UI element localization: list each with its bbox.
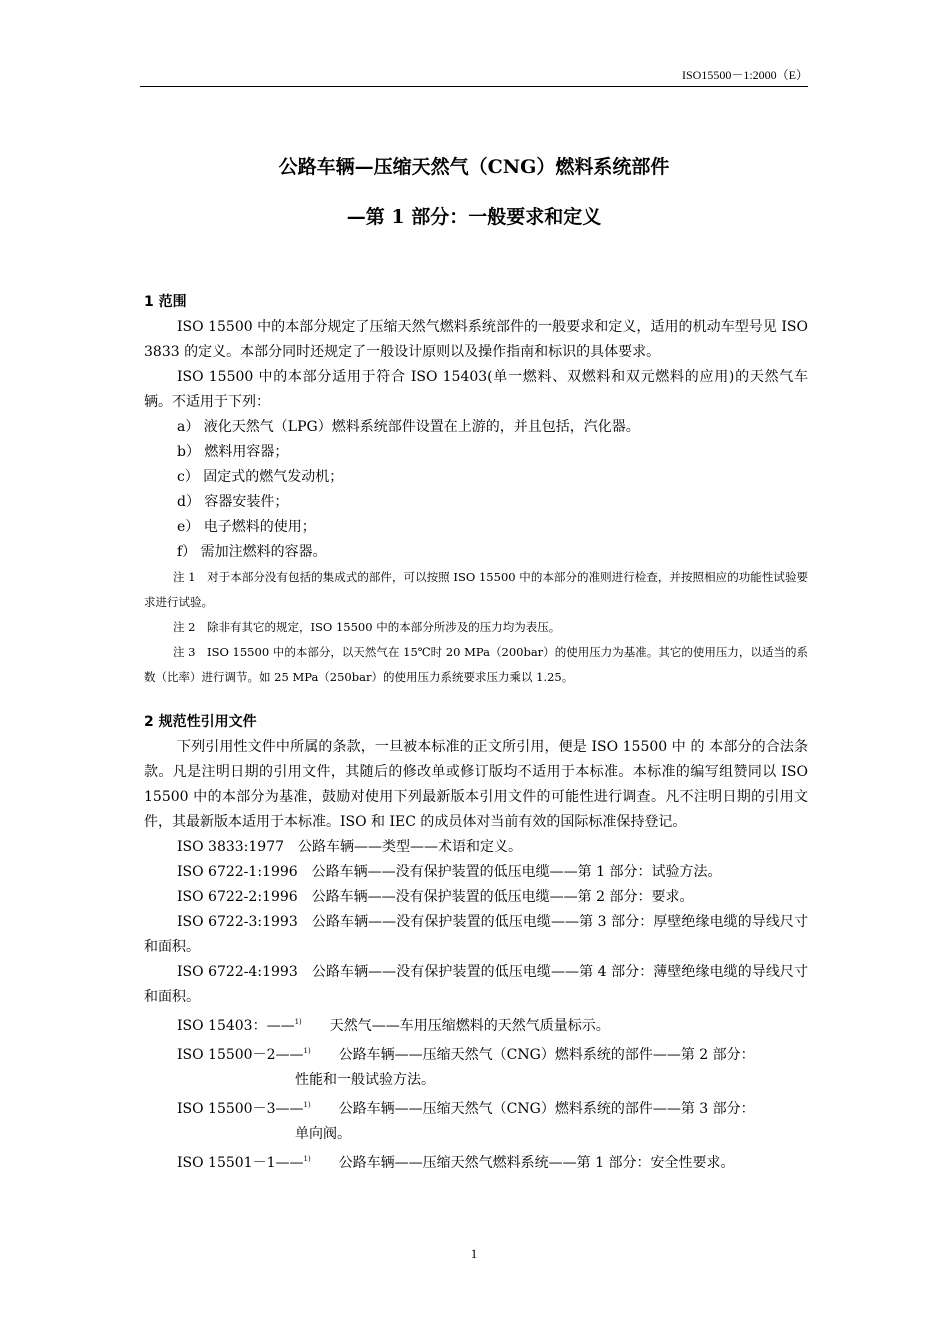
scope-exclusion-item: c） 固定式的燃气发动机；: [177, 469, 344, 485]
document-title: 公路车辆—压缩天然气（CNG）燃料系统部件: [278, 156, 670, 178]
footnote-marker: 1): [303, 1155, 311, 1163]
dated-reference-item: [144, 1010, 808, 1039]
reference-title-continued: 性能和一般试验方法。: [295, 1072, 435, 1088]
reference-item: ISO 6722-1:1996 公路车辆——没有保护装置的低压电缆——第 1 部分：试验方法。: [177, 864, 722, 880]
reference-code: ISO 15403：——: [177, 1018, 295, 1034]
document-subtitle: —第 1 部分：一般要求和定义: [346, 206, 602, 228]
reference-title: 公路车辆——压缩天然气燃料系统——第 1 部分：安全性要求。: [310, 1155, 735, 1171]
header-rule: [140, 86, 808, 87]
reference-title: 公路车辆——压缩天然气（CNG）燃料系统的部件——第 3 部分：: [310, 1101, 755, 1117]
reference-item: ISO 3833:1977 公路车辆——类型——术语和定义。: [177, 839, 523, 855]
dated-reference-item: [144, 1147, 808, 1176]
page-number: 1: [470, 1246, 478, 1261]
scope-exclusion-item: a） 液化天然气（LPG）燃料系统部件设置在上游的，并且包括，汽化器。: [177, 419, 640, 435]
section-1-para-1: ISO 15500 中的本部分规定了压缩天然气燃料系统部件的一般要求和定义，适用的机动车型号见 ISO 3833 的定义。本部分同时还规定了一般设计原则以及操作指南和标识的具体要求。: [144, 319, 808, 360]
reference-code: ISO 15500－3——: [177, 1101, 304, 1117]
reference-title: 公路车辆——压缩天然气（CNG）燃料系统的部件——第 2 部分：: [310, 1047, 755, 1063]
reference-item: ISO 6722-3:1993 公路车辆——没有保护装置的低压电缆——第 3 部分：厚壁绝缘电缆的导线尺寸和面积。: [144, 914, 808, 955]
footnote-marker: 1): [303, 1101, 311, 1109]
reference-code: ISO 15501－1——: [177, 1155, 304, 1171]
note-2: 注 2 除非有其它的规定，ISO 15500 中的本部分所涉及的压力均为表压。: [173, 620, 561, 634]
document-id: ISO15500－1:2000（E）: [681, 68, 808, 82]
scope-exclusion-item: b） 燃料用容器；: [177, 444, 289, 460]
footnote-marker: 1): [303, 1047, 311, 1055]
section-1-heading: 1 范围: [144, 294, 187, 310]
section-2-para-1: 下列引用性文件中所属的条款，一旦被本标准的正文所引用，便是 ISO 15500 中 的 本部分的合法条款。凡是注明日期的引用文件，其随后的修改单或修订版均不适用于本标准。本标准的编写组赞同以 ISO 15500 中的本部分为基准，鼓励对使用下列最新版本引用文件的可能性进行调查。凡不注明日期的引用文件，其最新版本适用于本标准。ISO 和 IEC 的成员体对当前有效的国际标准保持登记。: [144, 739, 808, 830]
section-1-para-2: ISO 15500 中的本部分适用于符合 ISO 15403(单一燃料、双燃料和双元燃料的应用)的天然气车辆。不适用于下列：: [144, 369, 808, 410]
reference-item: ISO 6722-4:1993 公路车辆——没有保护装置的低压电缆——第 4 部分：薄壁绝缘电缆的导线尺寸和面积。: [144, 964, 808, 1005]
scope-exclusion-item: f） 需加注燃料的容器。: [177, 544, 327, 560]
document-body: [144, 290, 808, 1176]
section-2-heading: 2 规范性引用文件: [144, 714, 257, 730]
reference-code: ISO 15500－2——: [177, 1047, 304, 1063]
footnote-marker: 1): [294, 1018, 302, 1026]
dated-reference-item: [144, 1093, 808, 1147]
scope-exclusion-item: d） 容器安装件；: [177, 494, 289, 510]
reference-title-continued: 单向阀。: [295, 1126, 351, 1142]
reference-item: ISO 6722-2:1996 公路车辆——没有保护装置的低压电缆——第 2 部分：要求。: [177, 889, 694, 905]
scope-exclusion-item: e） 电子燃料的使用；: [177, 519, 316, 535]
reference-title: 天然气——车用压缩燃料的天然气质量标示。: [301, 1018, 610, 1034]
note-3: 注 3 ISO 15500 中的本部分，以天然气在 15℃时 20 MPa（200bar）的使用压力为基准。其它的使用压力，以适当的系数（比率）进行调节。如 25 MPa（250bar）的使用压力系统要求压力乘以 1.25。: [144, 645, 808, 684]
dated-reference-item: [144, 1039, 808, 1093]
note-1: 注 1 对于本部分没有包括的集成式的部件，可以按照 ISO 15500 中的本部分的准则进行检查，并按照相应的功能性试验要求进行试验。: [144, 570, 808, 609]
